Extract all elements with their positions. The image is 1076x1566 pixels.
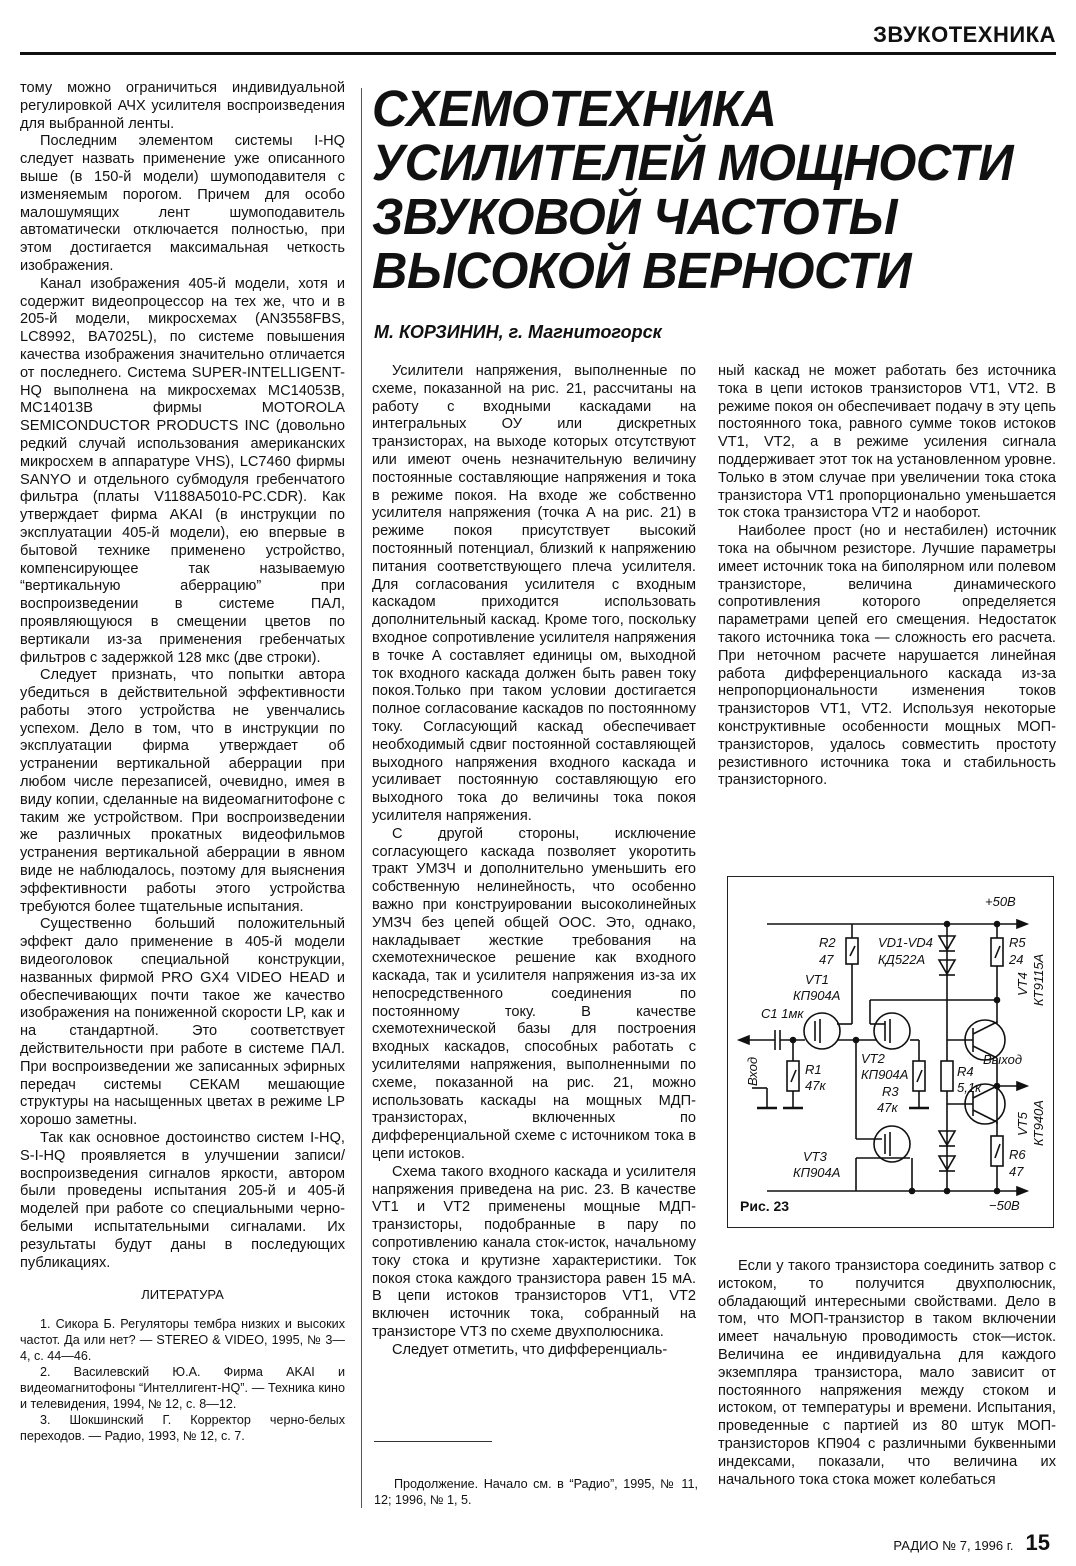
figure-caption: Рис. 23 (740, 1198, 790, 1214)
paragraph: тому можно ограничиться индивидуальной регулировкой АЧХ усилителя воспроизведения для выбранной ленты. (20, 80, 345, 132)
label-input: Вход (745, 1056, 760, 1086)
magazine-issue: РАДИО № 7, 1996 г. (893, 1538, 1014, 1553)
article-author: М. КОРЗИНИН, г. Магнитогорск (374, 322, 662, 342)
label-vt5-type: КТ940А (1031, 1100, 1046, 1146)
label-vt3-type: КП904А (793, 1165, 841, 1180)
paragraph: ный каскад не может работать без источника тока в цепи истоков транзисторов VT1, VT2. В режиме покоя он обеспечивает подачу в эту цепь постоянного тока, равного сумме токов истоков VT1, VT2, а в режиме усиления сигнала поддерживает этот ток на установленном уровне. Только в этом случае при увеличении тока стока транзистора VT1 пропорционально уменьшается ток стока транзистора VT2 и наоборот. (718, 363, 1056, 522)
label-r6-name: R6 (1009, 1147, 1026, 1162)
paragraph: Так как основное достоинство систем I-HQ, S-I-HQ проявляется в улучшении записи/воспроизведения сигналов яркости, автором были проведены испытания 205-й и 405-й моделей при работе со специальными черно-белыми испытательными сигналами. Их результаты будут даны в последующих публикациях. (20, 1130, 345, 1271)
article-title (372, 82, 1013, 298)
label-vt5-name: VT5 (1015, 1112, 1030, 1136)
label-vt4-type: КТ9115А (1031, 953, 1046, 1006)
label-vt4-name: VT4 (1015, 972, 1030, 996)
paragraph: Следует признать, что попытки автора убедиться в действительной эффективности работы этого устройства не увенчались успехом. Дело в том, что в инструкции по эксплуатации фирма утверждает об устранении вертикальной аберрации при любом числе перезаписей, очевидно, имея в виду копии, сделанные на видеомагнитофоне с таким же устройством. При воспроизведении же различных прокатных видеофильмов устранения вертикальной аберрации в явном виде не наблюдалось, поэтому для выяснения эффективности работы этого устройства требуются более тщательные испытания. (20, 667, 345, 915)
literature-item: 1. Сикора Б. Регуляторы тембра низких и высоких частот. Да или нет? — STEREO & VIDEO, 1995, № 3—4, с. 44—46. (20, 1317, 345, 1364)
label-r5-value: 24 (1009, 952, 1024, 967)
label-r4-value: 5,1к (957, 1080, 982, 1095)
column-divider (361, 88, 362, 1508)
label-vt1-type: КП904А (793, 988, 841, 1003)
paragraph: Канал изображения 405-й модели, хотя и содержит видеопроцессор на тех же, что и в 205-й модели, микросхемах (AN3558FBS, LC8992, BA7025L), по системе повышения качества изображения значительно отличается от последнего. Система SUPER-INTELLIGENT-HQ выполнена на микросхемах MC14053B, MC14013B фирмы MOTOROLA SEMICONDUCTOR PRODUCTS INC (довольно редкий случай использования американских микросхем в аппаратуре VHS), LC7460 фирмы SANYO и отдельного субмодуля гребенчатого фильтра (платы V1188A5010-PC.CDR). Как утверждает фирма AKAI (в инструкции по эксплуатации 405-й модели), ею впервые в бытовой технике применено устройство, компенсирующее так называемую “вертикальную аберрацию” при воспроизведении в системе ПАЛ, проявляющуюся в смещении цветов по вертикали из-за применения гребенчатых фильтров с задержкой 128 мкс (две строки). (20, 275, 345, 666)
column-3 (718, 363, 1056, 790)
label-r5-name: R5 (1009, 935, 1026, 950)
label-r1-name: R1 (805, 1062, 822, 1077)
label-c1: C1 1мк (761, 1006, 804, 1021)
label-vplus: +50В (985, 894, 1016, 909)
section-heading: ЗВУКОТЕХНИКА (873, 22, 1056, 47)
mosfet-vt2 (874, 1013, 910, 1049)
label-vd-type: КД522А (878, 952, 926, 967)
literature-item: 3. Шокшинский Г. Корректор черно-белых переходов. — Радио, 1993, № 12, с. 7. (20, 1413, 345, 1444)
circuit-schematic (727, 876, 1054, 1228)
literature-item: 2. Василевский Ю.А. Фирма AKAI и видеомагнитофоны “Интеллигент-HQ”. — Техника кино и телевидения, 1994, № 12, с. 8—12. (20, 1365, 345, 1412)
column-1 (20, 80, 345, 1444)
footnote: Продолжение. Начало см. в “Радио”, 1995, № 11, 12; 1996, № 1, 5. (374, 1477, 698, 1507)
paragraph: Схема такого входного каскада и усилителя напряжения приведена на рис. 23. В качестве VT1 и VT2 применены мощные МДП-транзисторы, подобранные в пару по сопротивлению канала сток-исток, начальному току стока и крутизне характеристики. Ток покоя стока каждого транзистора равен 15 мА. В цепи истоков транзисторов VT1, VT2 включен источник тока, собранный на транзисторе VT3 по схеме двухполюсника. (372, 1163, 696, 1341)
label-output: Выход (983, 1052, 1023, 1067)
resistor-r4 (941, 1061, 953, 1091)
paragraph: Наиболее прост (но и нестабилен) источник тока на обычном резисторе. Лучшие параметры имеет источник тока на биполярном или полевом транзисторе, величина динамического сопротивления которого определяется параметрами цепей его смещения. Недостаток такого источника тока — сложность его расчета. При неточном расчете нарушается линейная работа дифференциального каскада из-за непропорциональности изменения токов транзисторов VT1, VT2. Используя некоторые конструктивные особенности мощных МОП-транзисторов, удалось совместить простоту резистивного источника тока и стабильность транзисторного. (718, 523, 1056, 789)
label-r3-name: R3 (882, 1084, 899, 1099)
column-2 (372, 363, 696, 1360)
label-vminus: −50В (989, 1198, 1020, 1213)
label-vt3-name: VT3 (803, 1149, 827, 1164)
label-r2-name: R2 (819, 935, 836, 950)
page-number: 15 (1025, 1530, 1050, 1555)
footnote-rule (374, 1441, 492, 1442)
label-r6-value: 47 (1009, 1164, 1024, 1179)
label-vt2-type: КП904А (861, 1067, 909, 1082)
title-line: ЗВУКОВОЙ ЧАСТОТЫ (372, 188, 898, 245)
arrow-icon (739, 1036, 749, 1044)
paragraph: Следует отметить, что дифференциаль- (392, 1341, 668, 1358)
mosfet-vt1 (804, 1013, 840, 1049)
label-vt2-name: VT2 (861, 1051, 885, 1066)
paragraph: С другой стороны, исключение согласующего каскада позволяет укоротить тракт УМЗЧ и дополнительно уменьшить его собственную нелинейность, что особенно важно при конструировании высоколинейных УМЗЧ без цепей общей ООС. Это, однако, накладывает жесткие требования на схемотехническое решение как входного каскада, так и усилителя напряжения из-за их непосредственного соединения по постоянному току. В качестве схемотехнической базы для построения входных каскадов, способных работать с усилителями напряжения, выполненными по схеме, показанной на рис. 21, можно использовать каскады на мощных МДП-транзисторах, включенных по дифференциальной схеме с источником тока в цепи истоков. (372, 825, 696, 1163)
title-line: СХЕМОТЕХНИКА (372, 80, 777, 137)
arrow-icon (1017, 1082, 1027, 1090)
label-vt1-name: VT1 (805, 972, 829, 987)
label-r3-value: 47к (877, 1100, 898, 1115)
mosfet-vt3 (874, 1126, 910, 1162)
page-footer (893, 1530, 1050, 1556)
title-line: ВЫСОКОЙ ВЕРНОСТИ (372, 242, 912, 299)
label-r2-value: 47 (819, 952, 834, 967)
paragraph: Последним элементом системы I-HQ следует назвать применение уже описанного выше (в 150-й модели) шумоподавителя с изменяемым порогом. Причем для особо малошумящих лент шумоподавитель автоматически отключается полностью, при этом достигается максимальная четкость изображения. (20, 133, 345, 274)
literature-heading: ЛИТЕРАТУРА (141, 1287, 224, 1303)
label-r1-value: 47к (805, 1078, 826, 1093)
paragraph: Существенно больший положительный эффект дало применение в 405-й модели видеоголовок специальной конструкции, названных фирмой PRO GX4 VIDEO HEAD и обеспечивающих почти такое же качество изображения на пониженной скорости LP, как и на стандартной. Это соответствует действительности при работе в системе ПАЛ. При воспроизведении же записанных эфирных передач системы СЕКАМ мешающие структуры на насыщенных цветах в режиме LP хорошо заметны. (20, 916, 345, 1129)
label-r4-name: R4 (957, 1064, 974, 1079)
paragraph: Усилители напряжения, выполненные по схеме, показанной на рис. 21, рассчитаны на работу с входными каскадами на интегральных ОУ или дискретных транзисторах, на выходе которых отсутствуют или имеют очень незначительную величину постоянные составляющие напряжения и тока в режиме покоя. На входе же собственно усилителя напряжения (точка А на рис. 21) в режиме покоя присутствует высокий постоянный потенциал, близкий к напряжению питания соответствующего плеча усилителя. Для согласования усилителя с входным каскадом приходится использовать дополнительный каскад. Кроме того, поскольку входное сопротивление усилителя напряжения в точке А составляет единицы ом, выходной ток входного каскада должен быть равен току покоя.Только при таком условии достигается полное согласование каскадов по постоянному току. Согласующий каскад обеспечивает необходимый сдвиг постоянной составляющей выходного напряжения входного каскада и усиливает постоянную составляющую его выходного тока до величины тока покоя усилителя напряжения. (372, 363, 696, 824)
header-rule (20, 52, 1056, 55)
paragraph: Если у такого транзистора соединить затвор с истоком, то получится двухполюсник, обладающий интересными свойствами. Дело в том, что МОП-транзистор в таком включении имеет начальную проводимость сток—исток. Величина ее индивидуальна для каждого экземпляра транзистора, мало зависит от постоянного напряжения между стоком и истоком, от температуры и времени. Испытания, проведенные с партией из 80 штук МОП-транзисторов КП904 с различными буквенными индексами, показали, что величина их начального тока стока может колебаться (718, 1258, 1056, 1488)
label-vd-name: VD1-VD4 (878, 935, 933, 950)
arrow-icon (1017, 920, 1027, 928)
arrow-icon (1017, 1187, 1027, 1195)
column-3-continued (718, 1258, 1056, 1489)
title-line: УСИЛИТЕЛЕЙ МОЩНОСТИ (372, 134, 1014, 191)
